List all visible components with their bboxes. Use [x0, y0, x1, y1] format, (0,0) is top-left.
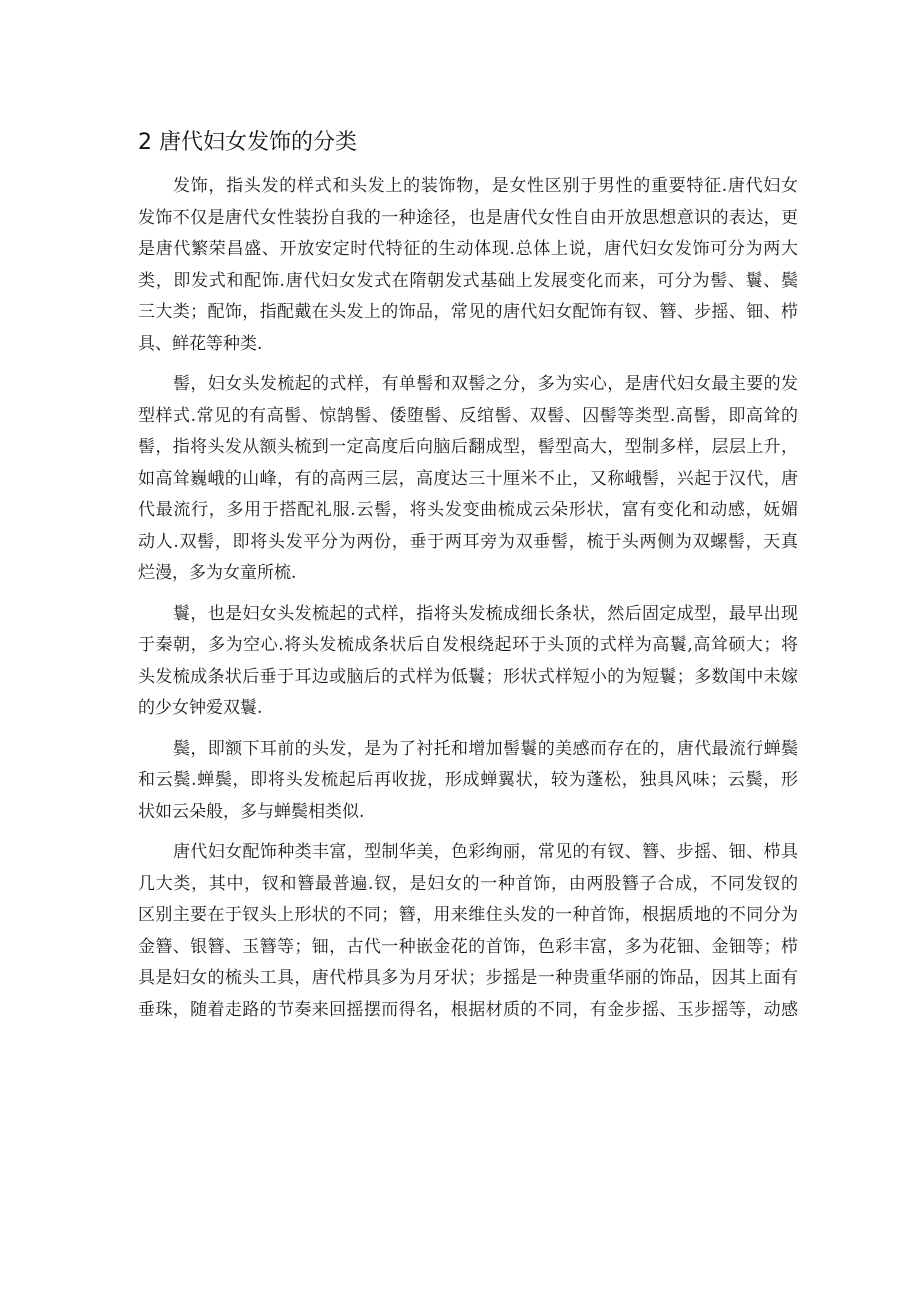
paragraph-line: 型样式.常见的有高髻、惊鹄髻、倭堕髻、反绾髻、双髻、囚髻等类型.高髻，即高耸的: [138, 405, 798, 426]
paragraph-line: 区别主要在于钗头上形状的不同；簪，用来维住头发的一种首饰，根据质地的不同分为: [138, 905, 798, 925]
paragraph-line: 髻，妇女头发梳起的式样，有单髻和双髻之分，多为实心，是唐代妇女最主要的发: [173, 374, 798, 394]
paragraph-huan-loop: [138, 599, 798, 725]
paragraph-line: 的少女钟爱双鬟.: [138, 698, 263, 718]
paragraph-line: 几大类，其中，钗和簪最普遍.钗，是妇女的一种首饰，由两股簪子合成，不同发钗的: [138, 873, 798, 894]
paragraph-line: 鬓，即额下耳前的头发，是为了衬托和增加髻鬟的美感而存在的，唐代最流行蝉鬓: [173, 738, 798, 759]
body-text: [138, 171, 798, 1035]
paragraph-line: 发饰，指头发的样式和头发上的装饰物，是女性区别于男性的重要特征.唐代妇女: [173, 176, 798, 196]
paragraph-line: 具、鲜花等种类.: [138, 333, 263, 354]
paragraph-ji-bun: [138, 369, 798, 590]
paragraph-line: 如高耸巍峨的山峰，有的高两三层，高度达三十厘米不止，又称峨髻，兴起于汉代，唐: [138, 468, 798, 489]
paragraph-line: 和云鬓.蝉鬓，即将头发梳起后再收拢，形成蝉翼状，较为蓬松，独具风味；云鬓，形: [138, 770, 798, 790]
paragraph-line: 状如云朵般，多与蝉鬓相类似.: [138, 801, 365, 822]
paragraph-line: 头发梳成条状后垂于耳边或脑后的式样为低鬟；形状式样短小的为短鬟；多数闺中未嫁: [138, 666, 798, 687]
paragraph-line: 于秦朝，多为空心.将头发梳成条状后自发根绕起环于头顶的式样为高鬟,高耸硕大；将: [138, 635, 798, 655]
paragraph-line: 具是妇女的梳头工具，唐代栉具多为月牙状；步摇是一种贵重华丽的饰品，因其上面有: [138, 968, 798, 988]
paragraph-accessories: [138, 837, 798, 1026]
paragraph-line: 发饰不仅是唐代女性装扮自我的一种途径，也是唐代女性自由开放思想意识的表达，更: [138, 207, 798, 228]
paragraph-hair-ornament-overview: [138, 171, 798, 360]
paragraph-line: 三大类；配饰，指配戴在头发上的饰品，常见的唐代妇女配饰有钗、簪、步摇、钿、栉: [138, 302, 798, 322]
paragraph-line: 类，即发式和配饰.唐代妇女发式在隋朝发式基础上发展变化而来，可分为髻、鬟、鬓: [138, 270, 798, 291]
paragraph-line: 髻，指将头发从额头梳到一定高度后向脑后翻成型，髻型高大，型制多样，层层上升，: [138, 437, 798, 457]
paragraph-line: 金簪、银簪、玉簪等；钿，古代一种嵌金花的首饰，色彩丰富，多为花钿、金钿等；栉: [138, 936, 798, 957]
paragraph-line: 唐代妇女配饰种类丰富，型制华美，色彩绚丽，常见的有钗、簪、步摇、钿、栉具: [173, 842, 798, 862]
section-heading: 2 唐代妇女发饰的分类: [138, 130, 357, 155]
paragraph-line: 烂漫，多为女童所梳.: [138, 563, 297, 583]
paragraph-bin-sideburn: [138, 734, 798, 829]
paragraph-line: 鬟，也是妇女头发梳起的式样，指将头发梳成细长条状，然后固定成型，最早出现: [173, 603, 798, 624]
paragraph-line: 动人.双髻，即将头发平分为两份，垂于两耳旁为双垂髻，梳于头两侧为双螺髻，天真: [138, 531, 798, 552]
paragraph-line: 垂珠，随着走路的节奏来回摇摆而得名，根据材质的不同，有金步摇、玉步摇等，动感: [138, 999, 798, 1020]
paragraph-line: 代最流行，多用于搭配礼服.云髻，将头发变曲梳成云朵形状，富有变化和动感，妩媚: [138, 500, 798, 520]
paragraph-line: 是唐代繁荣昌盛、开放安定时代特征的生动体现.总体上说，唐代妇女发饰可分为两大: [138, 239, 798, 259]
